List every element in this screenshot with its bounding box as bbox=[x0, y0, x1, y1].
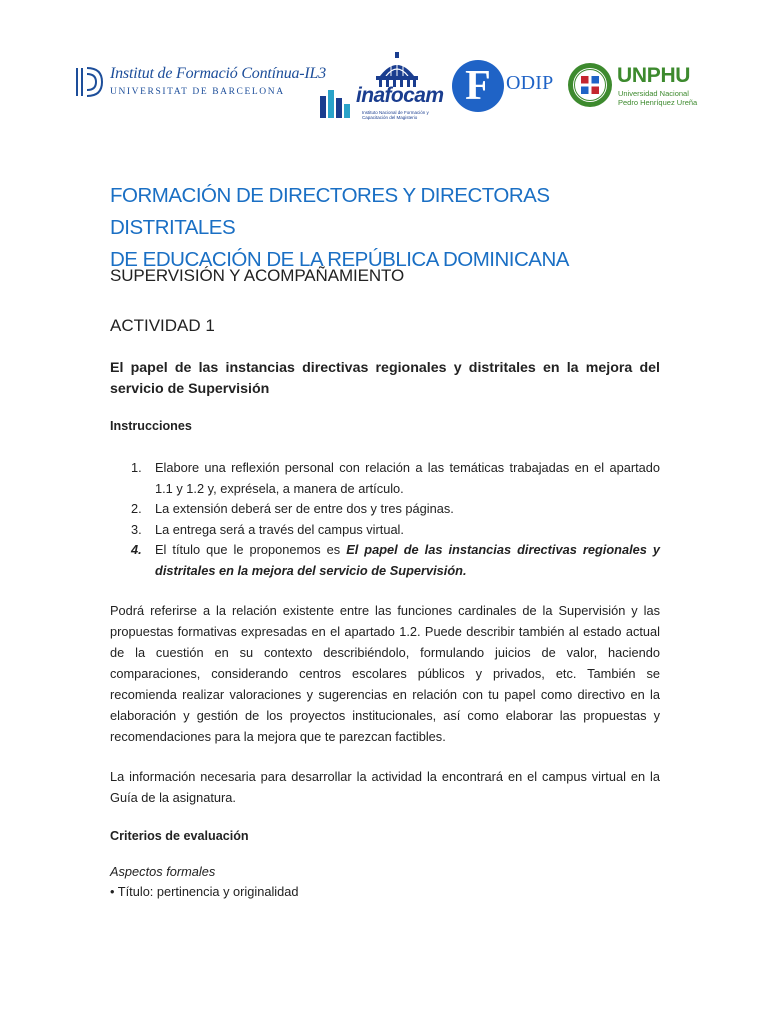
ifc-il3-logo bbox=[74, 64, 327, 108]
body-paragraph-1: Podrá referirse a la relación existente entre las funciones cardinales de la Supervisión y las propuestas formativas expresadas en el apartado 1.2. Puede describir también al estado actual de la cuestión en su contexto describiéndolo, formulando juicios de valor, haciendo comparaciones, considerando centros escolares públicos y privados, etc. También se recomienda realizar valoraciones y sugerencias en relación con tu papel como directivo en la elaboración y gestión de los proyectos institucionales, así como elaborar las propuestas y recomendaciones para la mejora que te parezcan factibles. bbox=[110, 603, 660, 744]
ifc-university: UNIVERSITAT DE BARCELONA bbox=[110, 87, 285, 97]
ifc-name: Institut de Formació Contínua-IL3 bbox=[110, 65, 327, 82]
fodip-wordmark: ODIP bbox=[506, 72, 554, 94]
main-title bbox=[110, 180, 660, 276]
list-item bbox=[110, 458, 660, 499]
logo-band bbox=[70, 50, 710, 122]
proposed-title: El papel de las instancias directivas regionales y distritales en la mejora del servicio de Supervisión. bbox=[155, 542, 660, 578]
aspects-label: Aspectos formales bbox=[110, 864, 216, 879]
list-item bbox=[110, 499, 660, 520]
instructions-label: Instrucciones bbox=[110, 419, 192, 433]
list-number: 2. bbox=[131, 501, 142, 516]
list-item bbox=[110, 520, 660, 541]
unphu-wordmark: UNPHU bbox=[617, 64, 691, 87]
main-title-line2: DE EDUCACIÓN DE LA REPÚBLICA DOMINICANA bbox=[110, 248, 569, 271]
inafocam-logo bbox=[320, 52, 444, 122]
inafocam-bars-icon bbox=[320, 84, 354, 118]
document-body bbox=[110, 180, 660, 899]
fodip-logo bbox=[452, 60, 562, 112]
list-text: El título que le proponemos es bbox=[155, 542, 347, 557]
criteria-label: Criterios de evaluación bbox=[110, 829, 249, 843]
inafocam-wordmark: inafocam bbox=[356, 84, 444, 107]
activity-subject: El papel de las instancias directivas regionales y distritales en la mejora del servicio de Supervisión bbox=[110, 360, 660, 397]
unphu-subtitle bbox=[618, 89, 697, 107]
unphu-subtitle-line1: Universidad Nacional bbox=[618, 89, 689, 98]
inafocam-dome-icon bbox=[372, 52, 422, 88]
list-item bbox=[110, 540, 660, 581]
fodip-letter: F bbox=[465, 63, 491, 109]
inafocam-subtitle: Instituto Nacional de Formación y Capacitación del Magisterio bbox=[362, 110, 429, 120]
list-number: 4. bbox=[131, 542, 142, 557]
activity-title: ACTIVIDAD 1 bbox=[110, 316, 215, 335]
list-number: 1. bbox=[131, 460, 142, 475]
unphu-logo bbox=[567, 62, 713, 112]
unphu-seal-icon bbox=[567, 62, 613, 108]
list-text: Elabore una reflexión personal con relación a las temáticas trabajadas en el apartado 1.1 y 1.2 y, exprésela, a manera de artículo. bbox=[155, 460, 660, 496]
bullet-item: • Título: pertinencia y originalidad bbox=[110, 884, 299, 899]
ifc-emblem-icon bbox=[74, 65, 104, 99]
main-title-line1: FORMACIÓN DE DIRECTORES Y DIRECTORAS DISTRITALES bbox=[110, 184, 550, 239]
body-paragraph-2: La información necesaria para desarrollar la actividad la encontrará en el campus virtual en la Guía de la asignatura. bbox=[110, 769, 660, 805]
list-text: La entrega será a través del campus virtual. bbox=[155, 521, 404, 537]
section-title: SUPERVISIÓN Y ACOMPAÑAMIENTO bbox=[110, 266, 405, 285]
instructions-list bbox=[110, 458, 660, 581]
unphu-subtitle-line2: Pedro Henríquez Ureña bbox=[618, 98, 698, 107]
list-text: La extensión deberá ser de entre dos y tres páginas. bbox=[155, 501, 454, 516]
list-number: 3. bbox=[131, 521, 142, 537]
